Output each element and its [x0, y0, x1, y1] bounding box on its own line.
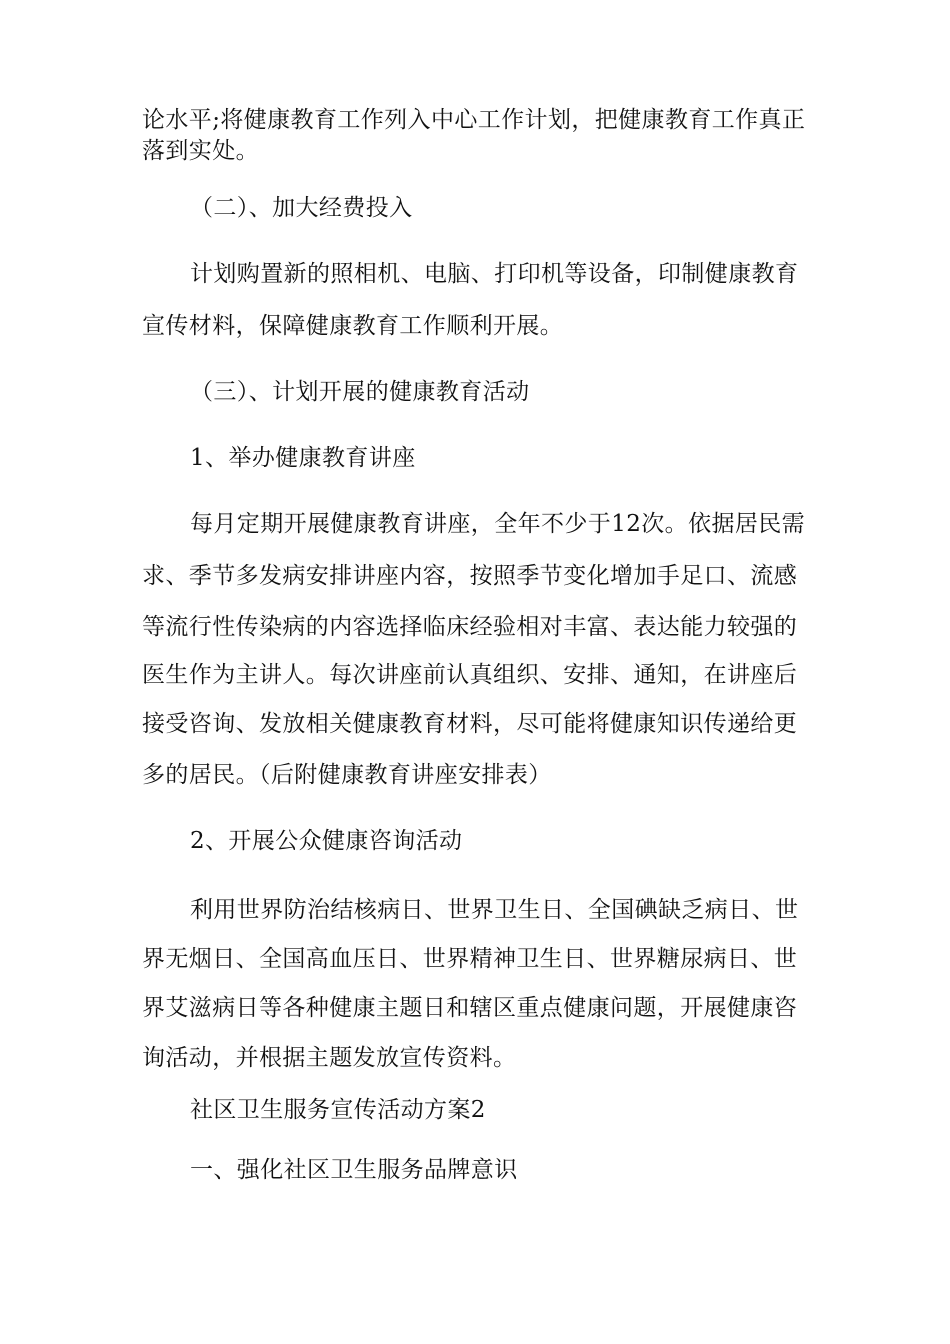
paragraph-line: 落到实处。: [142, 138, 259, 164]
section-heading: （二）、加大经费投入: [190, 195, 413, 221]
paragraph-line: 界艾滋病日等各种健康主题日和辖区重点健康问题，开展健康咨: [142, 995, 798, 1021]
paragraph-line: 医生作为主讲人。每次讲座前认真组织、安排、通知，在讲座后: [142, 662, 798, 688]
paragraph-line: 多的居民。（后附健康教育讲座安排表）: [142, 762, 552, 788]
paragraph-line: 每月定期开展健康教育讲座，全年不少于12次。依据居民需: [190, 511, 806, 537]
subsection-heading: 1、举办健康教育讲座: [190, 445, 416, 471]
paragraph-line: 界无烟日、全国高血压日、世界精神卫生日、世界糖尿病日、世: [142, 946, 798, 972]
section-heading: （三）、计划开展的健康教育活动: [190, 379, 530, 405]
paragraph-line: 利用世界防治结核病日、世界卫生日、全国碘缺乏病日、世: [190, 897, 799, 923]
paragraph-line: 宣传材料，保障健康教育工作顺利开展。: [142, 313, 564, 339]
paragraph-line: 求、季节多发病安排讲座内容，按照季节变化增加手足口、流感: [142, 563, 798, 589]
paragraph-line: 接受咨询、发放相关健康教育材料，尽可能将健康知识传递给更: [142, 711, 798, 737]
section-heading: 一、强化社区卫生服务品牌意识: [190, 1157, 518, 1183]
paragraph-line: 询活动，并根据主题发放宣传资料。: [142, 1045, 517, 1071]
document-title: 社区卫生服务宣传活动方案2: [190, 1097, 486, 1123]
subsection-heading: 2、开展公众健康咨询活动: [190, 828, 463, 854]
paragraph-line: 计划购置新的照相机、电脑、打印机等设备，印制健康教育: [190, 261, 799, 287]
paragraph-line: 论水平;将健康教育工作列入中心工作计划，把健康教育工作真正: [142, 107, 806, 133]
paragraph-line: 等流行性传染病的内容选择临床经验相对丰富、表达能力较强的: [142, 614, 798, 640]
